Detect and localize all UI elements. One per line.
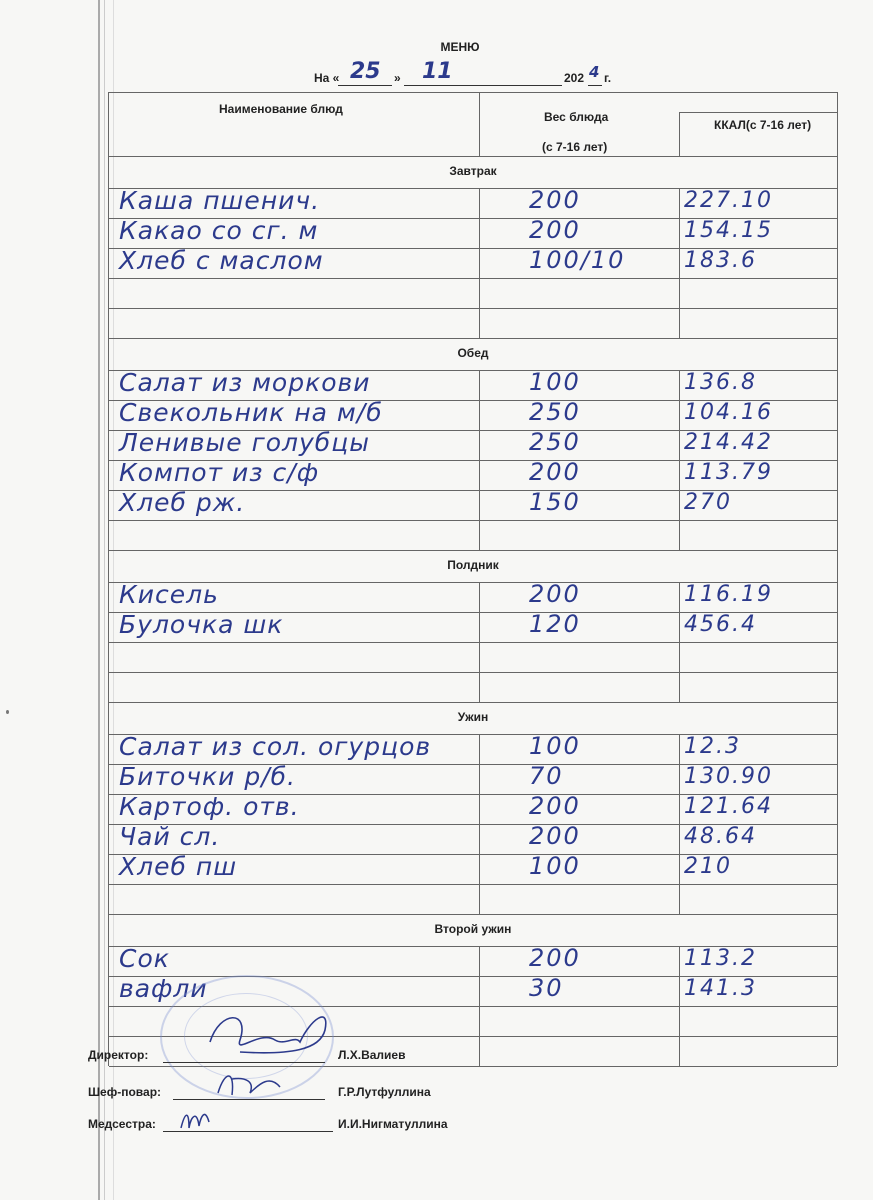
table-row <box>109 370 837 400</box>
dish-weight: 100 <box>529 852 581 880</box>
dish-name: Чай сл. <box>119 822 221 851</box>
dish-kcal: 227.10 <box>684 188 773 213</box>
dish-weight: 200 <box>529 186 581 214</box>
dish-name: Каша пшенич. <box>119 186 321 215</box>
dish-weight: 120 <box>529 610 581 638</box>
dish-name: Булочка шк <box>119 610 284 639</box>
dish-name: Салат из сол. огурцов <box>119 732 432 761</box>
dish-kcal: 130.90 <box>684 764 773 789</box>
scan-edge-line <box>98 0 100 1200</box>
dish-weight: 100 <box>529 732 581 760</box>
dish-weight: 200 <box>529 944 581 972</box>
dish-weight: 250 <box>529 428 581 456</box>
dish-name: Картоф. отв. <box>119 792 300 821</box>
table-row <box>109 430 837 460</box>
dish-weight: 200 <box>529 792 581 820</box>
dish-weight: 70 <box>529 762 564 790</box>
dish-weight: 100/10 <box>529 246 626 274</box>
dish-kcal: 116.19 <box>684 582 773 607</box>
scan-speck <box>6 710 9 714</box>
table-row <box>109 308 837 338</box>
table-row <box>109 884 837 914</box>
dish-kcal: 270 <box>684 490 732 515</box>
table-row <box>109 278 837 308</box>
header-weight-age: (с 7-16 лет) <box>542 140 608 154</box>
scan-edge-line <box>104 0 105 1200</box>
dish-name: Сок <box>119 944 170 973</box>
year-digit: 4 <box>589 63 600 81</box>
dish-name: Хлеб рж. <box>119 488 246 517</box>
signature-role: Шеф-повар: <box>88 1085 162 1099</box>
table-row <box>109 218 837 248</box>
chef-signature-mark <box>210 1065 290 1105</box>
day-value: 25 <box>350 59 381 84</box>
document-title: МЕНЮ <box>440 40 480 54</box>
table-row <box>109 520 837 550</box>
director-signature-mark <box>180 1000 340 1070</box>
header-kcal: ККАЛ(с 7-16 лет) <box>714 118 812 132</box>
section-title: Ужин <box>457 710 489 724</box>
table-row <box>109 642 837 672</box>
table-row <box>109 794 837 824</box>
signature-role: Директор: <box>88 1048 149 1062</box>
table-row <box>109 764 837 794</box>
dish-weight: 100 <box>529 368 581 396</box>
dish-name: Биточки р/б. <box>119 762 296 791</box>
signature-role: Медсестра: <box>88 1117 156 1131</box>
table-row <box>109 734 837 764</box>
dish-weight: 200 <box>529 216 581 244</box>
month-value: 11 <box>422 59 453 84</box>
table-row <box>109 400 837 430</box>
table-row <box>109 854 837 884</box>
menu-table <box>108 92 838 1066</box>
dish-name: Салат из моркови <box>119 368 371 397</box>
table-row <box>109 672 837 702</box>
dish-kcal: 113.79 <box>684 460 773 485</box>
dish-name: Хлеб пш <box>119 852 238 881</box>
dish-kcal: 48.64 <box>684 824 757 849</box>
dish-weight: 200 <box>529 580 581 608</box>
dish-weight: 250 <box>529 398 581 426</box>
dish-kcal: 456.4 <box>684 612 757 637</box>
dish-weight: 150 <box>529 488 581 516</box>
dish-kcal: 104.16 <box>684 400 773 425</box>
dish-kcal: 136.8 <box>684 370 757 395</box>
dish-kcal: 183.6 <box>684 248 757 273</box>
dish-weight: 30 <box>529 974 564 1002</box>
dish-kcal: 113.2 <box>684 946 757 971</box>
signature-name: Л.Х.Валиев <box>338 1048 406 1062</box>
date-line <box>314 59 634 93</box>
table-row <box>109 460 837 490</box>
table-row <box>109 612 837 642</box>
nurse-signature-mark <box>175 1102 215 1138</box>
dish-kcal: 141.3 <box>684 976 757 1001</box>
table-row <box>109 248 837 278</box>
dish-name: Кисель <box>119 580 219 609</box>
table-row <box>109 582 837 612</box>
table-row <box>109 824 837 854</box>
section-title: Завтрак <box>449 164 497 178</box>
header-weight: Вес блюда <box>544 110 609 124</box>
dish-kcal: 210 <box>684 854 732 879</box>
dish-name: Хлеб с маслом <box>119 246 324 275</box>
table-row <box>109 490 837 520</box>
dish-kcal: 121.64 <box>684 794 773 819</box>
dish-name: вафли <box>119 974 208 1003</box>
dish-weight: 200 <box>529 822 581 850</box>
date-prefix: На « <box>314 71 340 85</box>
dish-name: Какао со сг. м <box>119 216 319 245</box>
dish-weight: 200 <box>529 458 581 486</box>
signature-name: И.И.Нигматуллина <box>338 1117 448 1131</box>
table-row <box>109 188 837 218</box>
dish-name: Ленивые голубцы <box>119 428 370 457</box>
dish-name: Компот из с/ф <box>119 458 320 487</box>
dish-kcal: 154.15 <box>684 218 773 243</box>
signature-name: Г.Р.Лутфуллина <box>338 1085 431 1099</box>
dish-kcal: 214.42 <box>684 430 773 455</box>
year-prefix: 202 <box>564 71 585 85</box>
header-dish-name: Наименование блюд <box>219 102 343 116</box>
section-title: Полдник <box>447 558 499 572</box>
section-title: Обед <box>457 346 489 360</box>
year-underline <box>588 63 602 86</box>
table-row <box>109 946 837 976</box>
dish-kcal: 12.3 <box>684 734 741 759</box>
dish-name: Свекольник на м/б <box>119 398 383 427</box>
section-title: Второй ужин <box>434 922 512 936</box>
year-suffix: г. <box>604 71 612 85</box>
date-close: » <box>394 71 401 85</box>
